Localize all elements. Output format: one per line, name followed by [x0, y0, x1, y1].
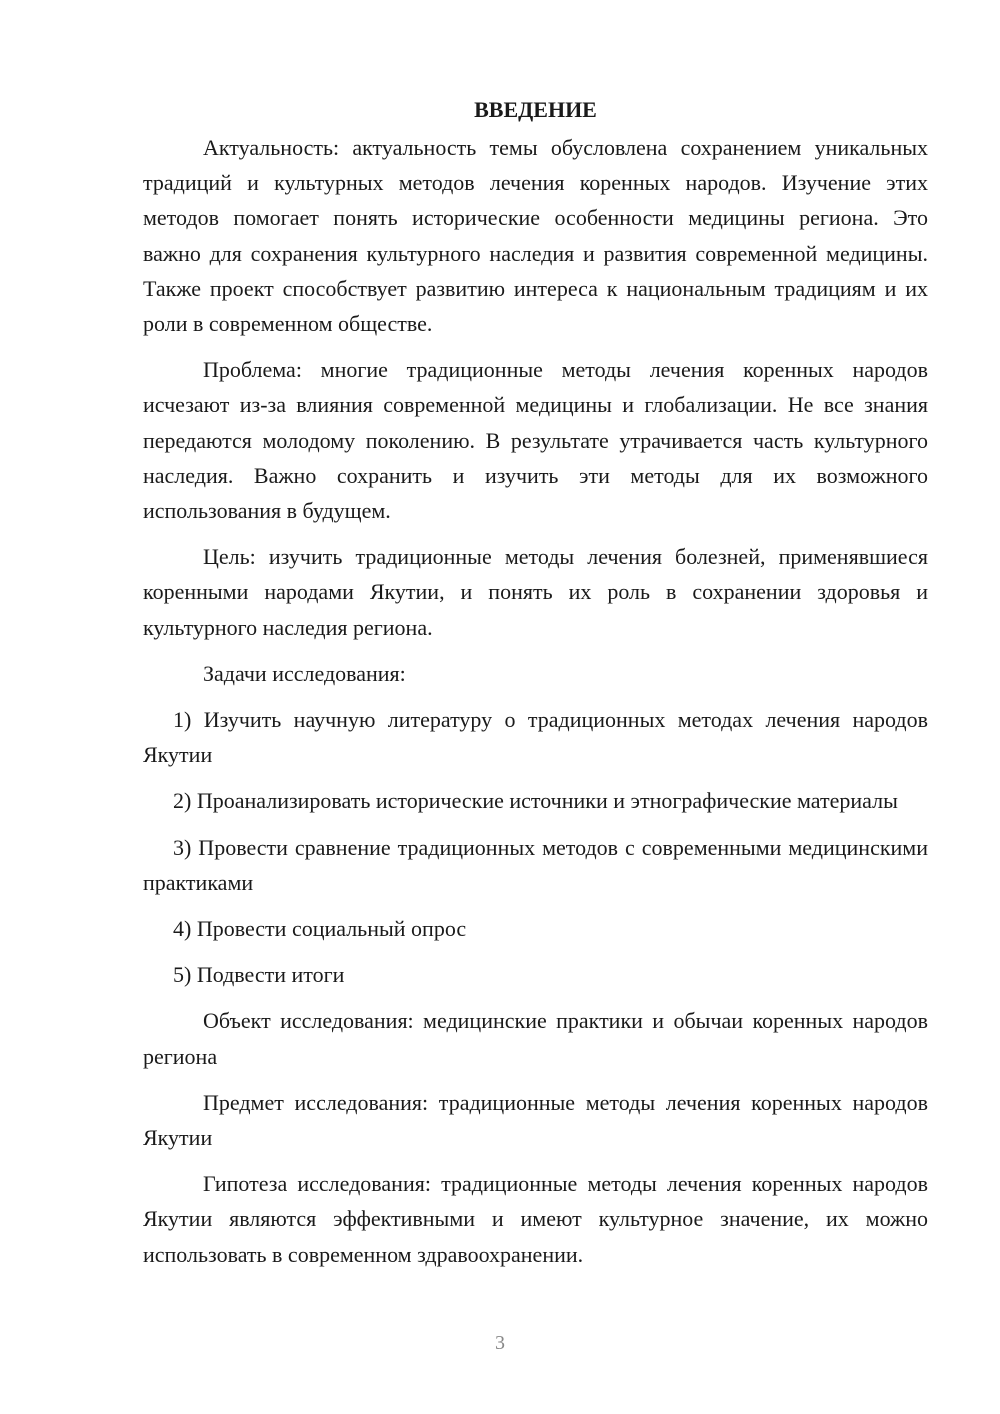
goal-paragraph: Цель: изучить традиционные методы лечения болезней, применявшиеся коренными народами Якутии, и понять их роль в сохранении здоровья и культурного наследия региона. — [143, 544, 928, 640]
relevance-paragraph: Актуальность: актуальность темы обусловлена сохранением уникальных традиций и культурных методов лечения коренных народов. Изучение этих методов помогает понять исторические особенности медицины региона. Это важно для сохранения культурного наследия и развития современной медицины. Также проект способствует развитию интереса к национальным традициям и их роли в современном обществе. — [143, 135, 928, 337]
document-page — [143, 92, 928, 1283]
page-number: 3 — [495, 1332, 505, 1354]
task-item-1: 1) Изучить научную литературу о традиционных методах лечения народов Якутии — [143, 707, 928, 768]
subject-paragraph: Предмет исследования: традиционные методы лечения коренных народов Якутии — [143, 1089, 928, 1151]
tasks-heading: Задачи исследования: — [203, 660, 406, 686]
task-item-5: 5) Подвести итоги — [173, 962, 345, 988]
task-item-4: 4) Провести социальный опрос — [173, 916, 467, 942]
page-title: ВВЕДЕНИЕ — [474, 97, 597, 122]
problem-paragraph: Проблема: многие традиционные методы лечения коренных народов исчезают из-за влияния современной медицины и глобализации. Не все знания передаются молодому поколению. В результате утрачивается часть культурного наследия. Важно сохранить и изучить эти методы для их возможного использования в будущем. — [143, 357, 928, 524]
object-paragraph: Объект исследования: медицинские практики и обычаи коренных народов региона — [143, 1008, 928, 1069]
task-item-2: 2) Проанализировать исторические источники и этнографические материалы — [173, 788, 898, 814]
hypothesis-paragraph: Гипотеза исследования: традиционные методы лечения коренных народов Якутии являются эффективными и имеют культурное значение, их можно использовать в современном здравоохранении. — [143, 1171, 928, 1267]
task-item-3: 3) Провести сравнение традиционных методов с современными медицинскими практиками — [143, 834, 928, 895]
